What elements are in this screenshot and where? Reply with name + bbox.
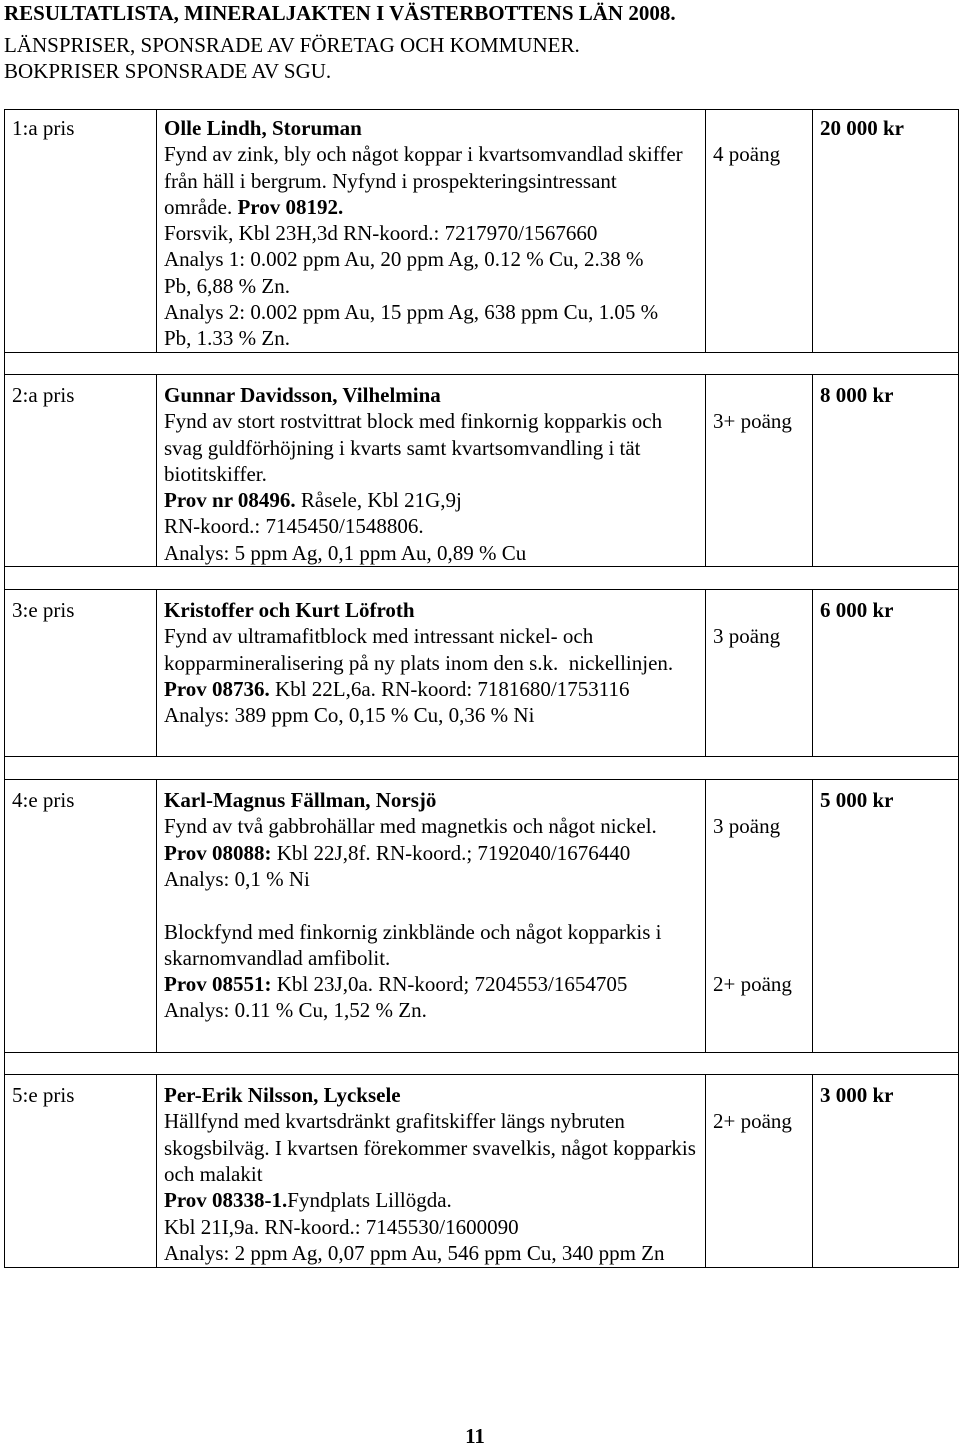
description-line	[164, 168, 705, 194]
description-cell	[157, 590, 706, 757]
rank-cell	[5, 110, 157, 353]
description-line	[164, 813, 705, 839]
description-line	[164, 1135, 705, 1161]
description-text: RN-koord.: 7145450/1548806.	[164, 514, 424, 539]
document-title: RESULTATLISTA, MINERALJAKTEN I VÄSTERBOTTENS LÄN 2008.	[4, 1, 676, 25]
prize-cell	[813, 110, 959, 353]
description-line	[164, 461, 705, 487]
result-row	[5, 1075, 959, 1268]
points-label: 3 poäng	[713, 814, 781, 839]
description-text: Forsvik, Kbl 23H,3d RN-koord.: 7217970/1567660	[164, 221, 598, 246]
spacer-row	[5, 353, 959, 375]
points-label: 4 poäng	[713, 142, 781, 167]
prize-amount: 6 000 kr	[820, 598, 894, 623]
description-line	[164, 1187, 705, 1213]
points-cell	[706, 780, 813, 1053]
points-label: 3 poäng	[713, 624, 781, 649]
description-text: Analys: 0.11 % Cu, 1,52 % Zn.	[164, 998, 427, 1023]
sample-number: Prov 08551:	[164, 972, 272, 997]
description-line	[164, 487, 705, 513]
description-text: Fynd av två gabbrohällar med magnetkis och något nickel.	[164, 814, 657, 839]
description-text: Analys: 0,1 % Ni	[164, 866, 310, 891]
description-line	[164, 1240, 705, 1266]
description-line	[164, 676, 705, 702]
description-line	[164, 650, 705, 676]
prize-amount: 5 000 kr	[820, 788, 894, 813]
results-body	[5, 110, 959, 1268]
blank-line	[164, 892, 705, 918]
description-line	[164, 971, 705, 997]
description-text: Analys 1: 0.002 ppm Au, 20 ppm Ag, 0.12 % Cu, 2.38 %	[164, 247, 644, 272]
description-text: Analys: 389 ppm Co, 0,15 % Cu, 0,36 % Ni	[164, 703, 535, 728]
rank-label: 5:e pris	[12, 1083, 75, 1108]
finder-name: Gunnar Davidsson, Vilhelmina	[164, 383, 441, 407]
finder-name: Kristoffer och Kurt Löfroth	[164, 598, 415, 623]
description-line	[164, 194, 705, 220]
description-line	[164, 220, 705, 246]
points-label: 2+ poäng	[713, 972, 792, 997]
description-cell	[157, 780, 706, 1053]
spacer-row	[5, 757, 959, 780]
spacer-row	[5, 1053, 959, 1075]
prize-amount: 3 000 kr	[820, 1083, 894, 1108]
description-line	[164, 945, 705, 971]
book-prizes-line: BOKPRISER SPONSRADE AV SGU.	[4, 59, 332, 83]
description-text: skogsbilväg. I kvartsen förekommer svavelkis, något kopparkis	[164, 1135, 696, 1160]
prize-cell	[813, 1075, 959, 1268]
prize-amount: 20 000 kr	[820, 116, 904, 140]
finder-name: Olle Lindh, Storuman	[164, 116, 362, 140]
description-line	[164, 435, 705, 461]
rank-label: 3:e pris	[12, 598, 75, 623]
description-text: Analys: 5 ppm Ag, 0,1 ppm Au, 0,89 % Cu	[164, 540, 527, 565]
description-text: Råsele, Kbl 21G,9j	[295, 488, 462, 513]
result-row	[5, 110, 959, 353]
rank-cell	[5, 1075, 157, 1268]
description-text: Pb, 1.33 % Zn.	[164, 326, 290, 351]
regional-prizes-line: LÄNSPRISER, SPONSRADE AV FÖRETAG OCH KOMMUNER.	[4, 33, 580, 57]
rank-cell	[5, 375, 157, 567]
description-text: Blockfynd med finkornig zinkblände och något kopparkis i	[164, 919, 662, 944]
description-text: Pb, 6,88 % Zn.	[164, 273, 290, 298]
description-line	[164, 325, 705, 351]
spacer-cell	[5, 353, 959, 375]
finder-name: Per-Erik Nilsson, Lycksele	[164, 1083, 401, 1108]
description-text: från häll i bergrum. Nyfynd i prospekteringsintressant	[164, 168, 617, 193]
points-label: 3+ poäng	[713, 409, 792, 434]
result-row	[5, 780, 959, 1053]
finder-name: Karl-Magnus Fällman, Norsjö	[164, 788, 437, 813]
description-line	[164, 141, 705, 167]
page-number: 11	[465, 1424, 485, 1448]
description-line	[164, 623, 705, 649]
description-text: biotitskiffer.	[164, 461, 267, 486]
description-line	[164, 299, 705, 325]
sample-number: Prov 08338-1.	[164, 1188, 288, 1213]
description-line	[164, 408, 705, 434]
rank-label: 1:a pris	[12, 116, 75, 140]
points-cell	[706, 590, 813, 757]
description-text: Hällfynd med kvartsdränkt grafitskiffer längs nybruten	[164, 1109, 625, 1134]
points-cell	[706, 1075, 813, 1268]
spacer-cell	[5, 567, 959, 590]
description-text: Fynd av stort rostvittrat block med finkornig kopparkis och	[164, 409, 663, 434]
prize-amount: 8 000 kr	[820, 383, 894, 407]
spacer-row	[5, 567, 959, 590]
description-line	[164, 540, 705, 566]
description-line	[164, 840, 705, 866]
description-text: Analys: 2 ppm Ag, 0,07 ppm Au, 546 ppm Cu, 340 ppm Zn	[164, 1240, 665, 1265]
description-text: Kbl 22L,6a. RN-koord: 7181680/1753116	[269, 676, 630, 701]
description-line	[164, 246, 705, 272]
description-cell	[157, 375, 706, 567]
description-text: svag guldförhöjning i kvarts samt kvartsomvandling i tät	[164, 435, 641, 460]
description-text: Fyndplats Lillögda.	[287, 1188, 452, 1213]
description-text: Analys 2: 0.002 ppm Au, 15 ppm Ag, 638 ppm Cu, 1.05 %	[164, 300, 659, 325]
description-text: Fynd av ultramafitblock med intressant nickel- och	[164, 624, 594, 649]
description-line	[164, 1161, 705, 1187]
points-cell	[706, 375, 813, 567]
points-label: 2+ poäng	[713, 1109, 792, 1134]
description-text: område.	[164, 194, 238, 219]
prize-cell	[813, 375, 959, 567]
description-line	[164, 1108, 705, 1134]
sample-number: Prov 08088:	[164, 840, 272, 865]
description-cell	[157, 110, 706, 353]
points-cell	[706, 110, 813, 353]
rank-cell	[5, 590, 157, 757]
description-text: och malakit	[164, 1161, 263, 1186]
rank-label: 4:e pris	[12, 788, 75, 813]
description-line	[164, 919, 705, 945]
description-line	[164, 702, 705, 728]
description-line	[164, 1214, 705, 1240]
description-text: Kbl 22J,8f. RN-koord.; 7192040/1676440	[271, 840, 631, 865]
description-line	[164, 997, 705, 1023]
description-cell	[157, 1075, 706, 1268]
description-text: kopparmineralisering på ny plats inom den s.k. nickellinjen.	[164, 650, 674, 675]
description-text: Kbl 21I,9a. RN-koord.: 7145530/1600090	[164, 1214, 519, 1239]
result-row	[5, 375, 959, 567]
document-header	[4, 0, 954, 84]
spacer-cell	[5, 1053, 959, 1075]
description-text: Fynd av zink, bly och något koppar i kvartsomvandlad skiffer	[164, 142, 683, 167]
spacer-cell	[5, 757, 959, 780]
description-line	[164, 273, 705, 299]
prize-cell	[813, 780, 959, 1053]
rank-label: 2:a pris	[12, 383, 75, 407]
prize-cell	[813, 590, 959, 757]
rank-cell	[5, 780, 157, 1053]
description-text: skarnomvandlad amfibolit.	[164, 945, 391, 970]
result-row	[5, 590, 959, 757]
description-line	[164, 513, 705, 539]
sample-number: Prov nr 08496.	[164, 488, 296, 513]
description-line	[164, 866, 705, 892]
sample-number: Prov 08192.	[237, 194, 344, 219]
sample-number: Prov 08736.	[164, 676, 270, 701]
results-table	[4, 109, 959, 1268]
description-text: Kbl 23J,0a. RN-koord; 7204553/1654705	[271, 972, 628, 997]
